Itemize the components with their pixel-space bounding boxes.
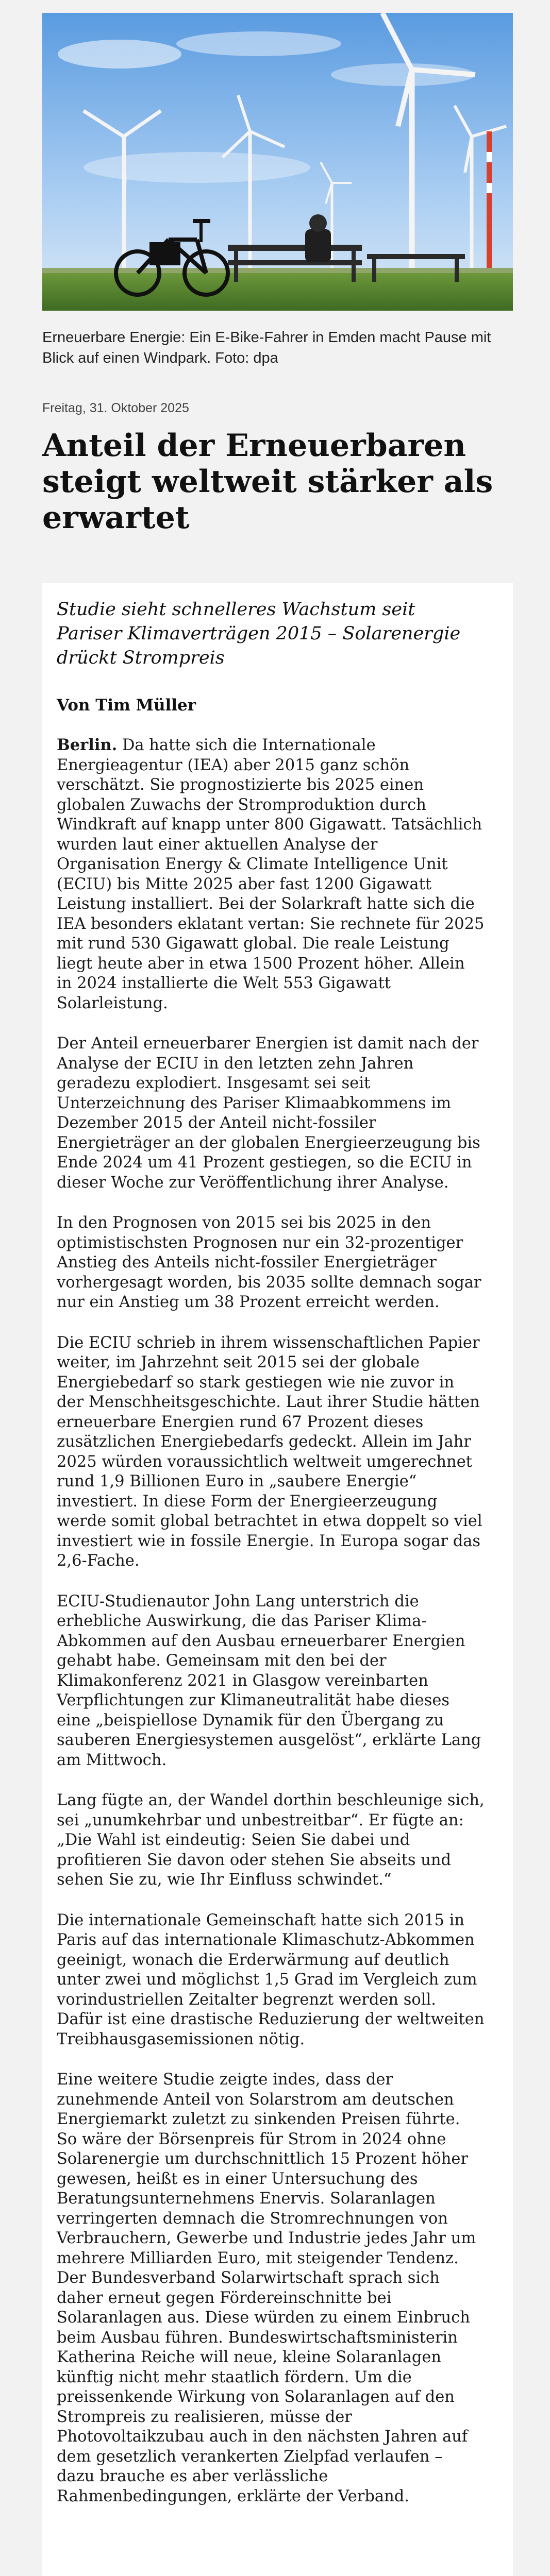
dateline-location: Berlin. [57, 736, 118, 754]
image-caption: Erneuerbare Energie: Ein E-Bike-Fahrer in Emden macht Pause mit Blick auf einen Windpark. Foto: dpa [42, 329, 491, 366]
article-author: Von Tim Müller [57, 696, 196, 715]
paragraph-1-text: Da hatte sich die Internationale Energieagentur (IEA) aber 2015 ganz schön verschätzt. Sie prognostizierte bis 2025 einen globalen Zuwachs der Stromproduktion durch Windkraft auf knapp unter 800 Gigawatt. Tatsächlich wurden laut einer aktuellen Analyse der Organisation Energy & Climate Intelligence Unit (ECIU) bis Mitte 2025 aber fast 1200 Gigawatt Leistung installiert. Bei der Solarkraft hatte sich die IEA besonders eklatant vertan: Sie rechnete für 2025 mit rund 530 Gigawatt global. Die reale Leistung liegt heute aber in etwa 1500 Prozent höher. Allein in 2024 installierte die Welt 553 Gigawatt Solarleistung. [57, 736, 485, 1012]
article-date: Freitag, 31. Oktober 2025 [42, 401, 189, 415]
paragraph-7: Die internationale Gemeinschaft hatte sich 2015 in Paris auf das internationale Klimaschutz-Abkommen geeinigt, wonach die Erderwärmung auf deutlich unter zwei und möglichst 1,5 Grad im Vergleich zum vorindustriellen Zeitalter begrenzt werden soll. Dafür ist eine drastische Reduzierung der weltweiten Treibhausgasemissionen nötig. [57, 1911, 485, 2048]
article-headline: Anteil der Erneuerbaren steigt weltweit stärker als erwartet [42, 428, 493, 536]
article-subhead: Studie sieht schnelleres Wachstum seit Pariser Klimaverträgen 2015 – Solarenergie drückt Strompreis [57, 599, 461, 668]
windpark-photo [42, 13, 513, 311]
paragraph-6: Lang fügte an, der Wandel dorthin beschleunige sich, sei „unumkehrbar und unbestreitbar“. Er fügte an: „Die Wahl ist eindeutig: Seien Sie dabei und profitieren Sie davon oder stehen Sie abseits und sehen Sie zu, wie Ihr Einfluss schwindet.“ [57, 1791, 485, 1889]
paragraph-5: ECIU-Studienautor John Lang unterstrich die erhebliche Auswirkung, die das Pariser Klima-Abkommen auf den Ausbau erneuerbarer Energien gehabt habe. Gemeinsam mit den bei der Klimakonferenz 2021 in Glasgow vereinbarten Verpflichtungen zur Klimaneutralität habe dieses eine „beispiellose Dynamik für den Übergang zu sauberen Energiesystemen ausgelöst“, erklärte Lang am Mittwoch. [57, 1592, 481, 1769]
paragraph-1 [57, 735, 485, 1013]
paragraph-4: Die ECIU schrieb in ihrem wissenschaftlichen Papier weiter, im Jahrzehnt seit 2015 sei der globale Energiebedarf so stark gestiegen wie nie zuvor in der Menschheitsgeschichte. Laut ihrer Studie hätten erneuerbare Energien rund 67 Prozent dieses zusätzlichen Energiebedarfs gedeckt. Allein im Jahr 2025 würden voraussichtlich weltweit umgerechnet rund 1,9 Billionen Euro in „saubere Energie“ investiert. In diese Form der Energieerzeugung werde somit global betrachtet in etwa doppelt so viel investiert wie in fossile Energie. In Europa sogar das 2,6-Fache. [57, 1333, 482, 1570]
article-body-card [42, 583, 513, 2576]
windpark-photo-icon [42, 13, 513, 311]
paragraph-8: Eine weitere Studie zeigte indes, dass der zunehmende Anteil von Solarstrom am deutschen Energiemarkt zuletzt zu sinkenden Preisen führte. So wäre der Börsenpreis für Strom in 2024 ohne Solarenergie um durchschnittlich 15 Prozent höher gewesen, heißt es in einer Untersuchung des Beratungsunternehmens Enervis. Solaranlagen verringerten demnach die Stromrechnungen von Verbrauchern, Gewerbe und Industrie jedes Jahr um mehrere Milliarden Euro, mit steigender Tendenz. Der Bundesverband Solarwirtschaft sprach sich daher erneut gegen Fördereinschnitte bei Solaranlagen aus. Diese würden zu einem Einbruch beim Ausbau führen. Bundeswirtschaftsministerin Katherina Reiche will neue, kleine Solaranlagen künftig nicht mehr staatlich fördern. Um die preissenkende Wirkung von Solaranlagen auf den Strompreis zu realisieren, müsse der Photovoltaikzubau auch in den nächsten Jahren auf dem gesetzlich verankerten Zielpfad verlaufen – dazu brauche es aber verlässliche Rahmenbedingungen, erklärte der Verband. [57, 2071, 476, 2505]
paragraph-3: In den Prognosen von 2015 sei bis 2025 in den optimistischsten Prognosen nur ein 32-prozentiger Anstieg des Anteils nicht-fossiler Energieträger vorhergesagt worden, bis 2035 sollte demnach sogar nur ein Anstieg um 38 Prozent erreicht werden. [57, 1214, 481, 1311]
article-body [57, 598, 485, 2527]
paragraph-2: Der Anteil erneuerbarer Energien ist damit nach der Analyse der ECIU in den letzten zehn Jahren geradezu explodiert. Insgesamt sei seit Unterzeichnung des Pariser Klimaabkommens im Dezember 2015 der Anteil nicht-fossiler Energieträger an der globalen Energieerzeugung bis Ende 2024 um 41 Prozent gestiegen, so die ECIU in dieser Woche zur Veröffentlichung ihrer Analyse. [57, 1035, 480, 1192]
